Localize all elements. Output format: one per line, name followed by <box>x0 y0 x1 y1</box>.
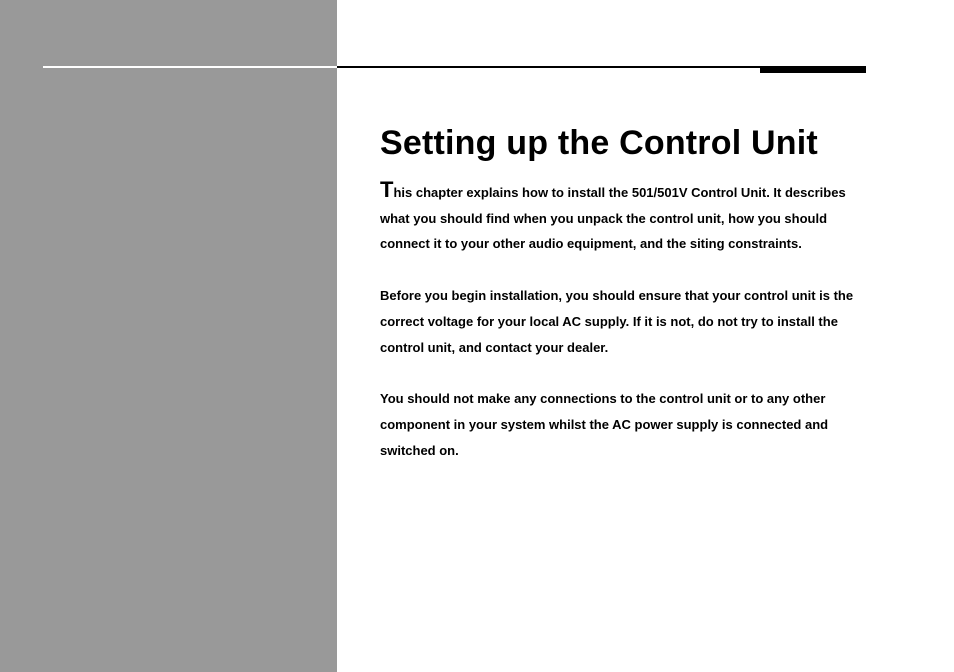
chapter-content <box>380 124 870 463</box>
voltage-paragraph: Before you begin installation, you should ensure that your control unit is the correct voltage for your local AC supply. If it is not, do not try to install the control unit, and contact your dealer. <box>380 288 854 355</box>
header-rule-left <box>43 66 337 68</box>
drop-cap: T <box>380 177 394 202</box>
header-rule <box>337 66 760 68</box>
sidebar-panel <box>0 0 337 672</box>
intro-text: his chapter explains how to install the 501/501V Control Unit. It describes what you should find when you unpack the control unit, how you should connect it to your other audio equipment, and the siting constraints. <box>380 185 846 252</box>
power-warning-paragraph: You should not make any connections to the control unit or to any other component in your system whilst the AC power supply is connected and switched on. <box>380 391 829 458</box>
page-title: Setting up the Control Unit <box>380 124 818 162</box>
intro-paragraph <box>380 177 870 257</box>
header-rule-tab <box>760 66 866 73</box>
